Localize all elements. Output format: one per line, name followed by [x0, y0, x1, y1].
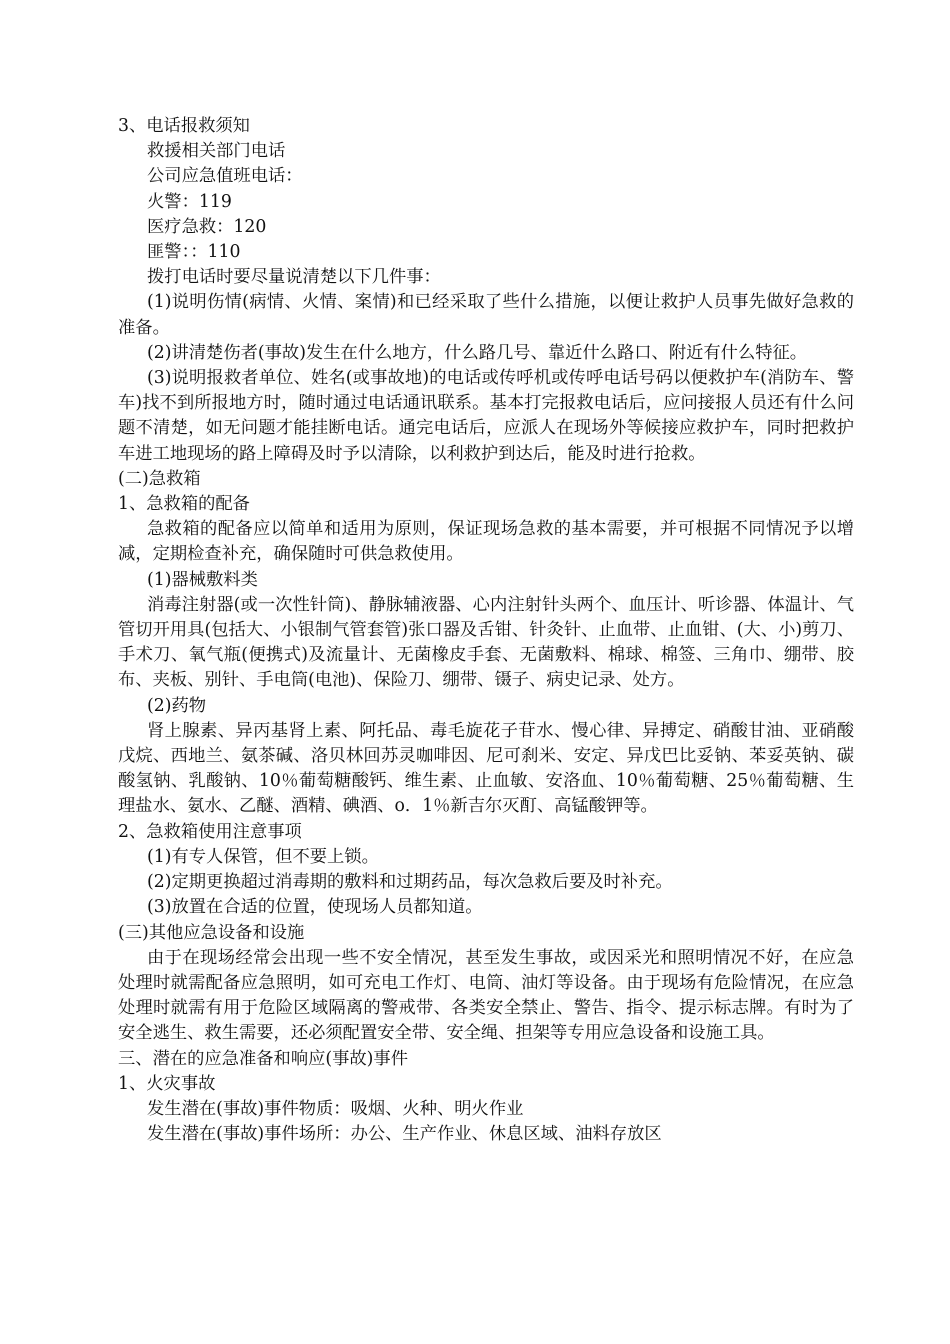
usage-item-1: (1)有专人保管，但不要上锁。 — [147, 846, 379, 867]
usage-item-2: (2)定期更换超过消毒期的敷料和过期药品，每次急救后要及时补充。 — [147, 872, 673, 893]
medicines-list: 肾上腺素、异丙基肾上素、阿托品、毒毛旋花子苷水、慢心律、异搏定、硝酸甘油、亚硝酸戊烷、西地兰、氨茶碱、洛贝林回苏灵咖啡因、尼可刹米、安定、异戊巴比妥钠、苯妥英钠、碳酸氢钠、乳酸钠、10％葡萄糖酸钙、维生素、止血敏、安洛血、10％葡萄糖、25％葡萄糖、生理盐水、氨水、乙醚、酒精、碘酒、o．1％新吉尔灭酊、高锰酸钾等。 — [118, 720, 854, 817]
fire-event-locations: 发生潜在(事故)事件场所：办公、生产作业、休息区域、油料存放区 — [147, 1124, 662, 1145]
box-equipment-principle: 急救箱的配备应以简单和适用为原则，保证现场急救的基本需要，并可根据不同情况予以增减，定期检查补充，确保随时可供急救使用。 — [118, 519, 854, 565]
document-body — [118, 114, 854, 1147]
heading-box-usage: 2、急救箱使用注意事项 — [118, 821, 302, 842]
fire-phone: 火警：119 — [147, 191, 232, 212]
heading-medicines: (2)药物 — [147, 695, 207, 716]
instruments-list: 消毒注射器(或一次性针筒)、静脉辅液器、心内注射针头两个、血压计、听诊器、体温计、气管切开用具(包括大、小银制气管套管)张口器及舌钳、针灸针、止血带、止血钳、(大、小)剪刀、手术刀、氧气瓶(便携式)及流量计、无菌橡皮手套、无菌敷料、棉球、棉签、三角巾、绷带、胶布、夹板、别针、手电筒(电池)、保险刀、绷带、镊子、病史记录、处方。 — [118, 594, 854, 691]
heading-box-equipment: 1、急救箱的配备 — [118, 494, 250, 515]
company-duty-phone: 公司应急值班电话： — [147, 166, 303, 187]
rescue-phones-label: 救援相关部门电话 — [147, 141, 286, 162]
heading-phone-report: 3、电话报救须知 — [118, 116, 250, 136]
usage-item-3: (3)放置在合适的位置，使现场人员都知道。 — [147, 897, 483, 918]
call-item-1: (1)说明伤情(病情、火情、案情)和已经采取了些什么措施，以便让救护人员事先做好急救的准备。 — [118, 292, 854, 338]
heading-fire-accident: 1、火灾事故 — [118, 1073, 216, 1094]
call-item-2: (2)讲清楚伤者(事故)发生在什么地方，什么路几号、靠近什么路口、附近有什么特征。 — [147, 342, 808, 363]
heading-instruments: (1)器械敷料类 — [147, 569, 258, 590]
section-other-equipment: (三)其他应急设备和设施 — [118, 922, 305, 943]
police-phone: 匪警：：110 — [147, 242, 241, 263]
other-equipment-text: 由于在现场经常会出现一些不安全情况，甚至发生事故，或因采光和照明情况不好，在应急处理时就需配备应急照明，如可充电工作灯、电筒、油灯等设备。由于现场有危险情况，在应急处理时就需有用于危险区域隔离的警戒带、各类安全禁止、警告、指令、提示标志牌。有时为了安全逃生、救生需要，还必须配置安全带、安全绳、担架等专用应急设备和设施工具。 — [118, 947, 854, 1044]
medical-phone: 医疗急救：120 — [147, 216, 267, 237]
section-potential-events: 三、潜在的应急准备和响应(事故)事件 — [118, 1048, 408, 1069]
fire-event-substances: 发生潜在(事故)事件物质：吸烟、火种、明火作业 — [147, 1098, 524, 1119]
call-instructions-intro: 拨打电话时要尽量说清楚以下几件事： — [147, 267, 441, 288]
section-first-aid-box: (二)急救箱 — [118, 468, 201, 489]
call-item-3: (3)说明报救者单位、姓名(或事故地)的电话或传呼机或传呼电话号码以便救护车(消防车、警车)找不到所报地方时，随时通过电话通讯联系。基本打完报救电话后，应问接报人员还有什么问题不清楚，如无问题才能挂断电话。通完电话后，应派人在现场外等候接应救护车，同时把救护车进工地现场的路上障碍及时予以清除，以利救护到达后，能及时进行抢救。 — [118, 368, 854, 464]
